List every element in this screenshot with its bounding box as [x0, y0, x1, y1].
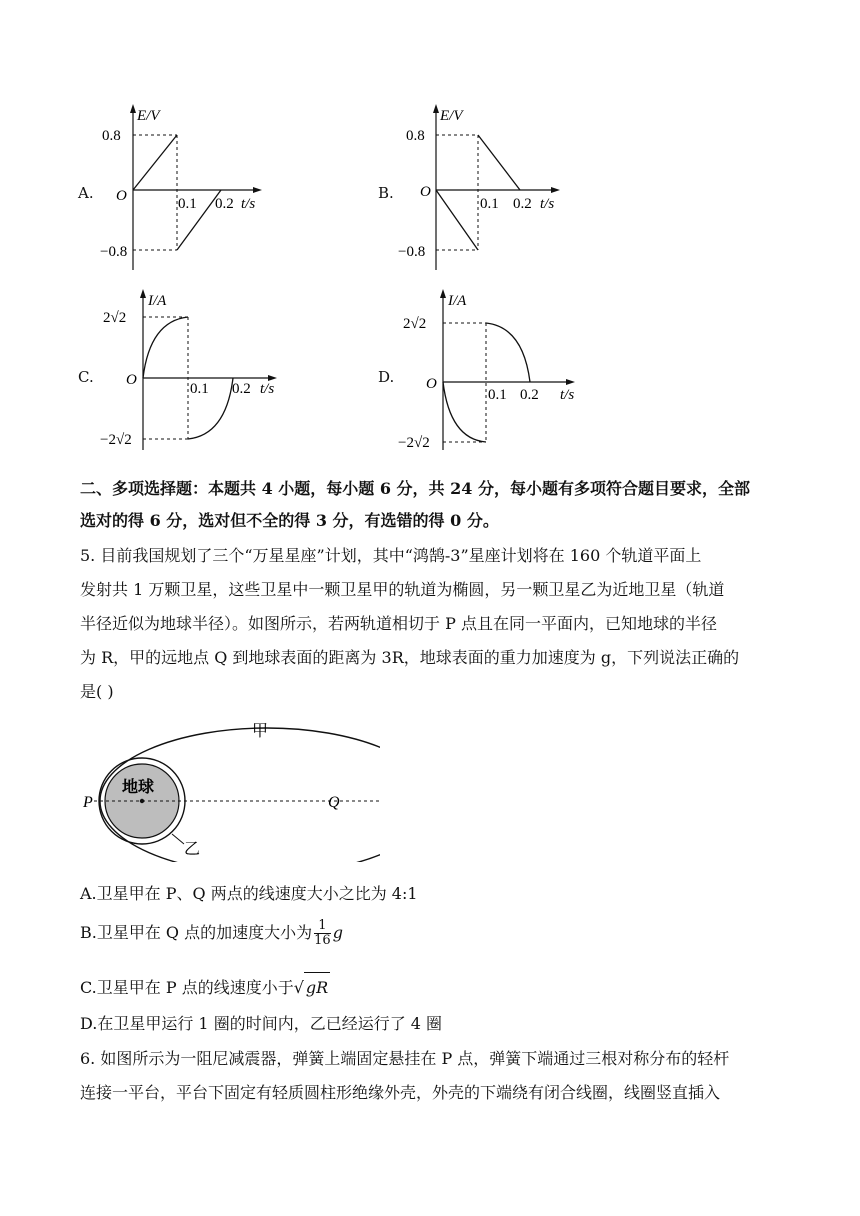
fraction-1-16	[314, 919, 331, 948]
graph-c-ypos: 2√2	[103, 310, 127, 326]
q5-line3: 半径近似为地球半径）。如图所示，若两轨道相切于 P 点且在同一平面内，已知地球的半径	[80, 614, 717, 633]
graph-d	[398, 285, 588, 455]
graph-b-x2: 0.2	[513, 196, 532, 212]
graph-b	[398, 100, 578, 275]
graph-a-xlabel: t/s	[241, 196, 256, 212]
graph-b-xlabel: t/s	[540, 196, 555, 212]
graph-c-xlabel: t/s	[260, 381, 275, 397]
graph-d-x2: 0.2	[520, 387, 539, 403]
q6-line1: 6. 如图所示为一阻尼减震器，弹簧上端固定悬挂在 P 点，弹簧下端通过三根对称分布的轻杆	[80, 1049, 730, 1068]
graph-d-curve2	[486, 323, 530, 382]
graph-d-curve1	[443, 382, 486, 442]
graph-d-ypos: 2√2	[403, 316, 427, 332]
graph-b-ylabel: E/V	[440, 108, 463, 124]
q5-option-c	[80, 972, 330, 1003]
graph-d-x1: 0.1	[488, 387, 507, 403]
label-q: Q	[328, 794, 340, 811]
q5-line1: 5. 目前我国规划了三个“万星星座”计划，其中“鸿鹄-3”星座计划将在 160 个轨道平面上	[80, 546, 702, 565]
label-yi: 乙	[184, 841, 201, 858]
q5-line5: 是( )	[80, 682, 114, 701]
option-c-label: C.	[78, 368, 94, 386]
label-p: P	[83, 794, 93, 811]
graph-c	[100, 285, 290, 455]
graph-b-line1	[436, 190, 478, 250]
q5-line4: 为 R，甲的远地点 Q 到地球表面的距离为 3R，地球表面的重力加速度为 g，下列说法正确的	[80, 648, 740, 667]
q5-option-b	[80, 918, 343, 948]
q5-option-c-pre: C.卫星甲在 P 点的线速度小于	[80, 978, 294, 997]
graph-c-yneg: −2√2	[100, 432, 132, 448]
graph-c-curve1	[143, 317, 188, 378]
q5-option-c-radicand: gR	[304, 972, 330, 1003]
graph-b-yneg: −0.8	[398, 244, 426, 260]
graph-a-line1	[133, 135, 177, 190]
graph-c-ylabel: I/A	[148, 293, 167, 309]
q5-option-b-pre: B.卫星甲在 Q 点的加速度大小为	[80, 923, 313, 942]
graph-b-ypos: 0.8	[406, 128, 425, 144]
fraction-denominator: 16	[314, 933, 331, 948]
graph-a-yneg: −0.8	[100, 244, 128, 260]
option-a-label: A.	[78, 184, 94, 202]
orbit-figure	[80, 712, 380, 862]
q5-option-a: A.卫星甲在 P、Q 两点的线速度大小之比为 4:1	[80, 884, 418, 903]
graph-c-x1: 0.1	[190, 381, 209, 397]
option-b-label: B.	[378, 184, 394, 202]
q5-option-b-post: g	[332, 923, 343, 942]
graph-d-yneg: −2√2	[398, 435, 430, 451]
graph-a-ylabel: E/V	[137, 108, 160, 124]
q5-line2: 发射共 1 万颗卫星，这些卫星中一颗卫星甲的轨道为椭圆，另一颗卫星乙为近地卫星（轨道	[80, 580, 725, 599]
section2-line1: 二、多项选择题：本题共 4 小题，每小题 6 分，共 24 分，每小题有多项符合题目要求，全部	[80, 479, 750, 498]
graph-a-origin: O	[116, 188, 127, 204]
graph-b-origin: O	[420, 184, 431, 200]
graph-d-origin: O	[426, 376, 437, 392]
graph-d-ylabel: I/A	[448, 293, 467, 309]
graph-b-x1: 0.1	[480, 196, 499, 212]
graph-a	[100, 100, 280, 275]
graph-a-ypos: 0.8	[102, 128, 121, 144]
section2-line2: 选对的得 6 分，选对但不全的得 3 分，有选错的得 0 分。	[80, 511, 499, 530]
label-earth: 地球	[122, 779, 155, 796]
graph-c-origin: O	[126, 372, 137, 388]
option-d-label: D.	[378, 368, 395, 386]
label-jia: 甲	[252, 723, 269, 740]
sqrt-sign: √	[293, 978, 304, 997]
graph-d-xlabel: t/s	[560, 387, 575, 403]
graph-a-x2: 0.2	[215, 196, 234, 212]
q6-line2: 连接一平台，平台下固定有轻质圆柱形绝缘外壳，外壳的下端绕有闭合线圈，线圈竖直插入	[80, 1083, 721, 1102]
graph-a-x1: 0.1	[178, 196, 197, 212]
q5-option-d: D.在卫星甲运行 1 圈的时间内，乙已经运行了 4 圈	[80, 1014, 443, 1033]
graph-b-line2	[478, 135, 520, 190]
graph-c-x2: 0.2	[232, 381, 251, 397]
fraction-numerator: 1	[314, 919, 331, 934]
